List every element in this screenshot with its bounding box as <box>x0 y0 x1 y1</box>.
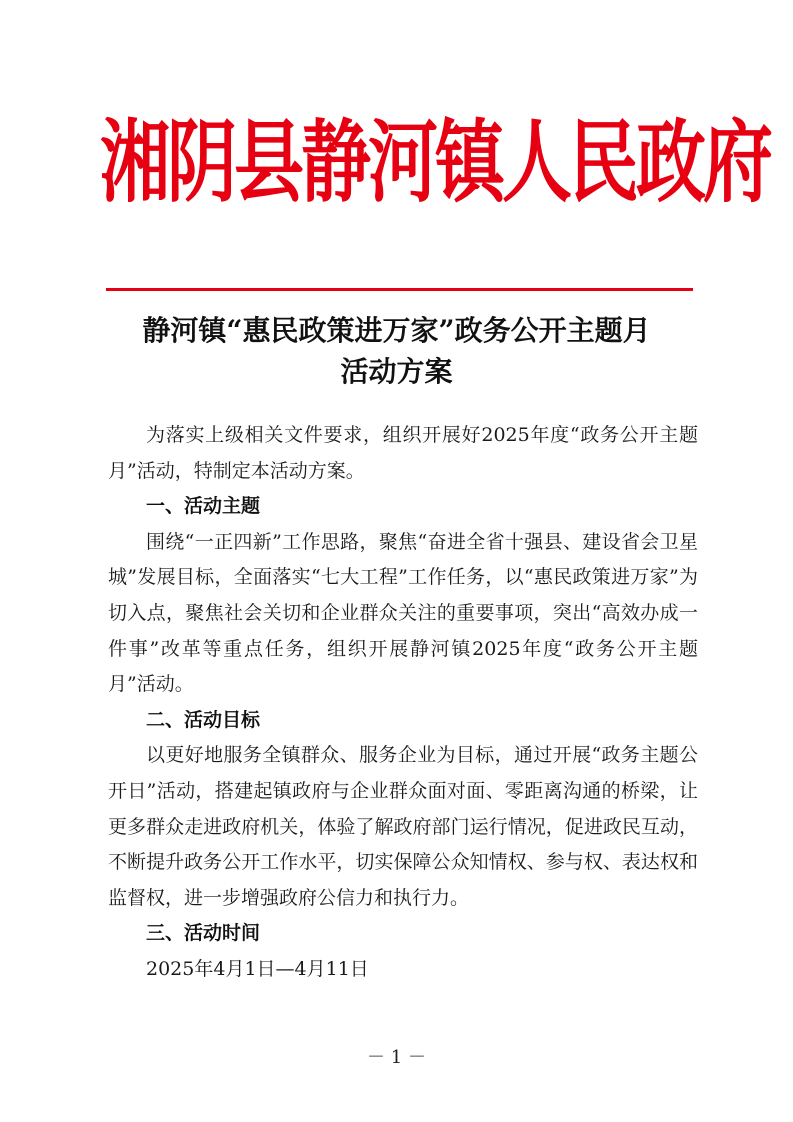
document-body <box>108 418 698 988</box>
document-title-line-2: 活动方案 <box>340 355 453 388</box>
red-separator-rule <box>106 288 693 291</box>
issuing-authority-masthead: 湘阴县静河镇人民政府 <box>100 109 770 216</box>
page-number: － 1 － <box>367 1047 426 1068</box>
section-heading-theme: 一、活动主题 <box>146 495 261 518</box>
section-paragraph-time: 2025年4月1日—4月11日 <box>146 957 369 980</box>
section-heading-time: 三、活动时间 <box>146 922 261 945</box>
section-paragraph-theme: 围绕“一正四新”工作思路，聚焦“奋进全省十强县、建设省会卫星城”发展目标，全面落实“七大工程”工作任务，以“惠民政策进万家”为切入点，聚焦社会关切和企业群众关注的重要事项，突出“高效办成一件事”改革等重点任务，组织开展静河镇2025年度“政务公开主题月”活动。 <box>108 530 698 696</box>
document-title-line-1: 静河镇“惠民政策进万家”政务公开主题月 <box>142 314 651 347</box>
intro-paragraph: 为落实上级相关文件要求，组织开展好2025年度“政务公开主题月”活动，特制定本活动方案。 <box>108 424 698 482</box>
section-heading-goal: 二、活动目标 <box>146 708 261 731</box>
section-paragraph-goal: 以更好地服务全镇群众、服务企业为目标，通过开展“政务主题公开日”活动，搭建起镇政府与企业群众面对面、零距离沟通的桥梁，让更多群众走进政府机关，体验了解政府部门运行情况，促进政民互动，不断提升政务公开工作水平，切实保障公众知情权、参与权、表达权和监督权，进一步增强政府公信力和执行力。 <box>108 744 698 909</box>
